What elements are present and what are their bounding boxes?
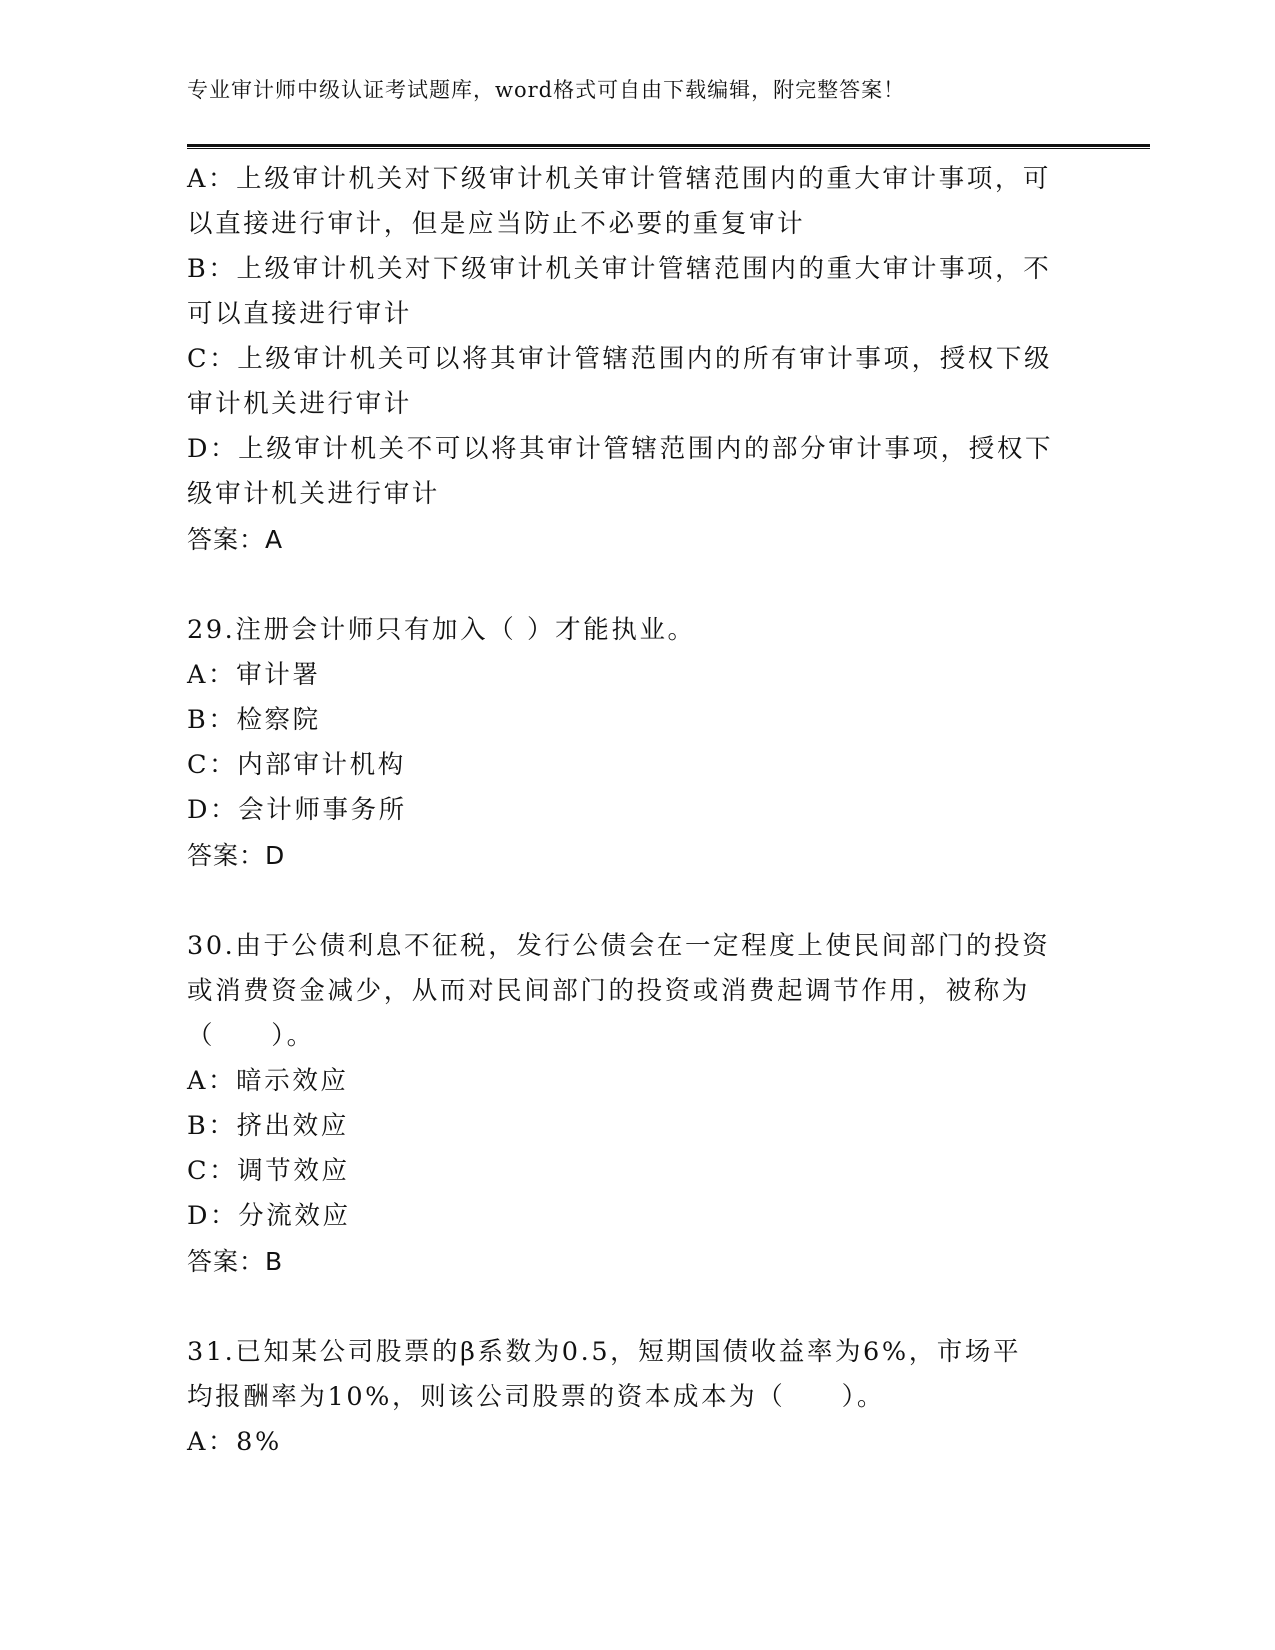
q31-stem-line2: 均报酬率为10%，则该公司股票的资本成本为（ ）。: [187, 1382, 886, 1412]
spacer: [187, 1284, 1067, 1330]
q28-option-c-line1: C：上级审计机关可以将其审计管辖范围内的所有审计事项，授权下级: [187, 344, 1053, 374]
q29-option-a: A：审计署: [187, 660, 321, 690]
q28-option-a-line2: 以直接进行审计，但是应当防止不必要的重复审计: [187, 209, 806, 239]
spacer: [187, 562, 1067, 608]
q28-option-c-line2: 审计机关进行审计: [187, 389, 412, 419]
q30-option-b: B：挤出效应: [187, 1111, 349, 1141]
q29-answer: 答案：D: [187, 841, 286, 870]
page-header: 专业审计师中级认证考试题库，word格式可自由下载编辑，附完整答案！: [187, 78, 906, 102]
q30-option-c: C：调节效应: [187, 1156, 350, 1186]
q30-option-a: A：暗示效应: [187, 1066, 349, 1096]
question-content: [187, 157, 1067, 1465]
q30-answer: 答案：B: [187, 1247, 284, 1276]
q30-option-d: D：分流效应: [187, 1201, 351, 1231]
spacer: [187, 878, 1067, 924]
q29-stem: 29.注册会计师只有加入（ ）才能执业。: [187, 615, 696, 645]
q28-option-b-line2: 可以直接进行审计: [187, 299, 412, 329]
header-divider: [187, 144, 1150, 149]
q29-option-d: D：会计师事务所: [187, 795, 407, 825]
q31-option-a: A：8%: [187, 1427, 282, 1457]
q28-option-d-line1: D：上级审计机关不可以将其审计管辖范围内的部分审计事项，授权下: [187, 434, 1054, 464]
q30-stem-line1: 30.由于公债利息不征税，发行公债会在一定程度上使民间部门的投资: [187, 931, 1051, 961]
q30-stem-line2: 或消费资金减少，从而对民间部门的投资或消费起调节作用，被称为: [187, 976, 1031, 1006]
q29-option-c: C：内部审计机构: [187, 750, 406, 780]
q30-stem-line3: （ ）。: [187, 1021, 315, 1051]
q31-stem-line1: 31.已知某公司股票的β系数为0.5，短期国债收益率为6%，市场平: [187, 1337, 1022, 1367]
q28-option-a-line1: A：上级审计机关对下级审计机关审计管辖范围内的重大审计事项，可: [187, 164, 1052, 194]
q28-option-b-line1: B：上级审计机关对下级审计机关审计管辖范围内的重大审计事项，不: [187, 254, 1052, 284]
q28-option-d-line2: 级审计机关进行审计: [187, 479, 440, 509]
q29-option-b: B：检察院: [187, 705, 321, 735]
q28-answer: 答案：A: [187, 525, 284, 554]
